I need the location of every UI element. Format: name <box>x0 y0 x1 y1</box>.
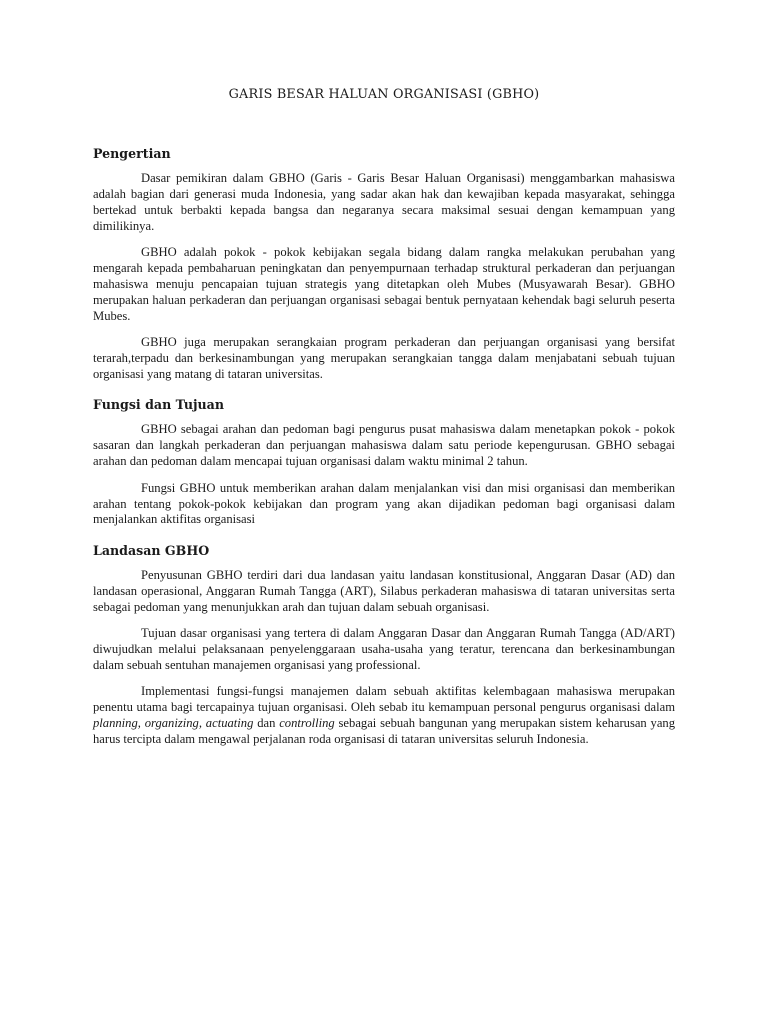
section-pengertian <box>93 146 675 383</box>
paragraph: Dasar pemikiran dalam GBHO (Garis - Garis Besar Haluan Organisasi) menggambarkan mahasiswa adalah bagian dari generasi muda Indonesia, yang sadar akan hak dan kewajiban kepada masyarakat, sehingga bertekad untuk berbakti kepada bangsa dan negaranya secara maksimal sesuai dengan kemampuan yang dimilikinya. <box>93 171 675 233</box>
paragraph: GBHO sebagai arahan dan pedoman bagi pengurus pusat mahasiswa dalam menetapkan pokok - pokok sasaran dan langkah perkaderan dan perjuangan mahasiswa dalam satu periode kepengurusan. GBHO sebagai arahan dan pedoman dalam mencapai tujuan organisasi dalam waktu minimal 2 tahun. <box>93 422 675 469</box>
paragraph: GBHO adalah pokok - pokok kebijakan segala bidang dalam rangka melakukan perubahan yang mengarah kepada pembaharuan peningkatan dan penyempurnaan terhadap struktural perkaderan dan perjuangan mahasiswa menuju pencapaian tujuan strategis yang ditetapkan oleh Mubes (Musyawarah Besar). GBHO merupakan haluan perkaderan dan perjuangan organisasi sebagai bentuk pernyataan kehendak bagi seluruh peserta Mubes. <box>93 245 675 323</box>
section-heading: Fungsi dan Tujuan <box>93 397 225 413</box>
document-page <box>93 86 675 758</box>
paragraph-text: sebagai sebuah bangunan yang merupakan sistem keharusan yang harus tercipta dalam mengawal perjalanan roda organisasi di tataran universitas seluruh Indonesia. <box>93 716 676 746</box>
section-landasan-gbho <box>93 543 675 748</box>
paragraph-text: dan <box>253 716 280 731</box>
section-heading: Landasan GBHO <box>93 542 210 558</box>
paragraph-text: Implementasi fungsi-fungsi manajemen dalam sebuah aktifitas kelembagaan mahasiswa merupakan penentu utama bagi tercapainya tujuan organisasi. Oleh sebab itu kemampuan personal pengurus organisasi dalam <box>93 684 675 715</box>
italic-term: controlling <box>279 716 335 731</box>
italic-terms: planning, organizing, actuating <box>93 716 254 731</box>
paragraph-implementasi <box>93 684 675 748</box>
paragraph: Tujuan dasar organisasi yang tertera di dalam Anggaran Dasar dan Anggaran Rumah Tangga (AD/ART) diwujudkan melalui pelaksanaan penyelenggaraan usaha-usaha yang teratur, terencana dan berkesinambungan dalam sebuah sentuhan manajemen organisasi yang professional. <box>93 626 675 672</box>
paragraph: Penyusunan GBHO terdiri dari dua landasan yaitu landasan konstitusional, Anggaran Dasar (AD) dan landasan operasional, Anggaran Rumah Tangga (ART), Silabus perkaderan mahasiswa di tataran universitas serta sebagai pedoman yang menunjukkan arah dan tujuan dalam sebuah organisasi. <box>93 567 675 614</box>
paragraph: GBHO juga merupakan serangkaian program perkaderan dan perjuangan organisasi yang bersifat terarah,terpadu dan berkesinambungan yang merupakan serangkaian tangga dalam menjabatani sebuah tujuan organisasi yang matang di tataran universitas. <box>93 335 675 381</box>
document-title: GARIS BESAR HALUAN ORGANISASI (GBHO) <box>228 87 540 102</box>
section-fungsi-dan-tujuan <box>93 397 675 528</box>
section-heading: Pengertian <box>93 146 171 161</box>
paragraph: Fungsi GBHO untuk memberikan arahan dalam menjalankan visi dan misi organisasi dan memberikan arahan tentang pokok-pokok kebijakan dan program yang akan dijadikan pedoman bagi organisasi dalam menjalankan aktifitas organisasi <box>93 480 675 527</box>
